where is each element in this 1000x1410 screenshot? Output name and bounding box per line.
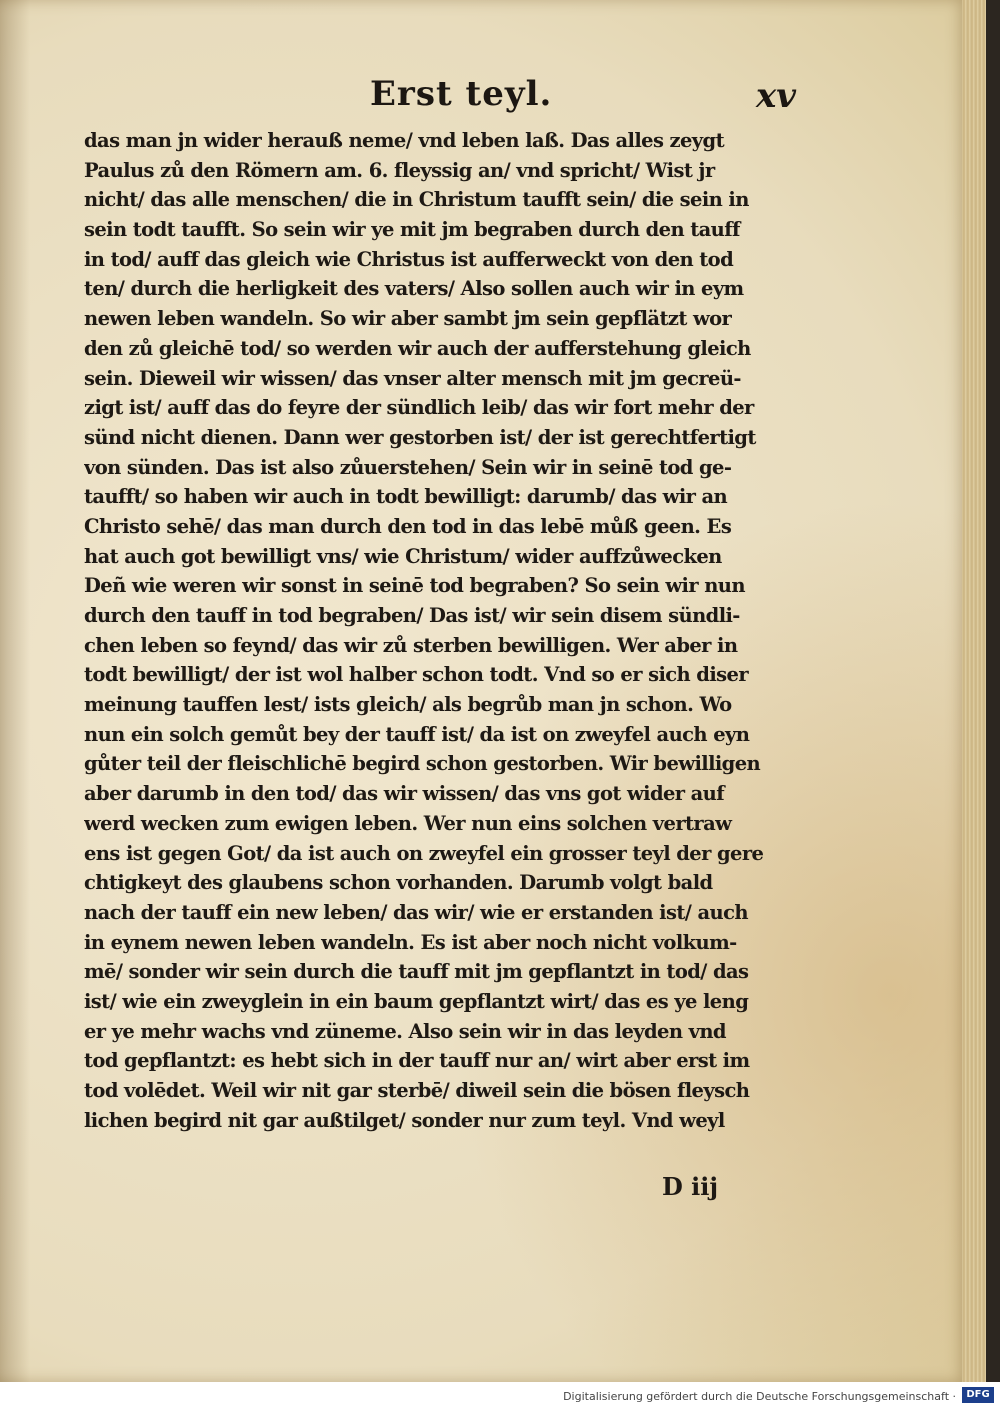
text-line: chtigkeyt des glaubens schon vorhanden. Darumb volgt bald bbox=[84, 871, 713, 895]
page-header bbox=[0, 74, 968, 124]
folio-number: xv bbox=[756, 76, 797, 116]
text-line: nicht/ das alle menschen/ die in Christum taufft sein/ die sein in bbox=[84, 188, 749, 212]
body-text bbox=[84, 126, 794, 1135]
text-line: hat auch got bewilligt vns/ wie Christum/ wider auffzůwecken bbox=[84, 544, 722, 568]
text-line: tod gepflantzt: es hebt sich in der tauff nur an/ wirt aber erst im bbox=[84, 1049, 750, 1073]
text-line: aber darumb in den tod/ das wir wissen/ das vns got wider auf bbox=[84, 782, 725, 806]
running-head: Erst teyl. bbox=[370, 74, 553, 114]
text-line: sünd nicht dienen. Dann wer gestorben ist/ der ist gerechtfertigt bbox=[84, 425, 756, 449]
spine-shadow bbox=[0, 0, 30, 1382]
text-line: chen leben so feynd/ das wir zů sterben bewilligen. Wer aber in bbox=[84, 633, 738, 657]
text-line: lichen begird nit gar außtilget/ sonder nur zum teyl. Vnd weyl bbox=[84, 1108, 725, 1132]
text-line: Paulus zů den Römern am. 6. fleyssig an/ vnd spricht/ Wist jr bbox=[84, 158, 715, 182]
text-line: in tod/ auff das gleich wie Christus ist aufferweckt von den tod bbox=[84, 247, 734, 271]
text-line: er ye mehr wachs vnd züneme. Also sein wir in das leyden vnd bbox=[84, 1019, 726, 1043]
text-line: sein. Dieweil wir wissen/ das vnser alter mensch mit jm gecreü- bbox=[84, 366, 741, 390]
text-line: tod volēdet. Weil wir nit gar sterbē/ diweil sein die bösen fleysch bbox=[84, 1079, 750, 1102]
dfg-logo: DFG bbox=[962, 1387, 994, 1403]
funding-credit: Digitalisierung gefördert durch die Deutsche Forschungsgemeinschaft · bbox=[563, 1390, 956, 1403]
text-line: von sünden. Das ist also zůuerstehen/ Sein wir in seinē tod ge- bbox=[84, 455, 732, 479]
text-line: nun ein solch gemůt bey der tauff ist/ da ist on zweyfel auch eyn bbox=[84, 722, 750, 746]
text-line: das man jn wider herauß neme/ vnd leben laß. Das alles zeygt bbox=[84, 129, 724, 152]
text-line: meinung tauffen lest/ ists gleich/ als begrůb man jn schon. Wo bbox=[84, 693, 732, 717]
text-line: gůter teil der fleischlichē begird schon gestorben. Wir bewilligen bbox=[84, 752, 761, 776]
text-line: newen leben wandeln. So wir aber sambt jm sein gepflätzt wor bbox=[84, 307, 732, 331]
text-line: todt bewilligt/ der ist wol halber schon todt. Vnd so er sich diser bbox=[84, 663, 748, 687]
text-line: ens ist gegen Got/ da ist auch on zweyfel ein grosser teyl der gere bbox=[84, 841, 764, 865]
text-line: werd wecken zum ewigen leben. Wer nun eins solchen vertraw bbox=[84, 811, 732, 835]
signature-mark: D iij bbox=[662, 1172, 719, 1201]
text-line: den zů gleichē tod/ so werden wir auch der aufferstehung gleich bbox=[84, 336, 751, 360]
text-line: zigt ist/ auff das do feyre der sündlich leib/ das wir fort mehr der bbox=[84, 396, 754, 420]
text-line: sein todt taufft. So sein wir ye mit jm begraben durch den tauff bbox=[84, 218, 740, 242]
text-line: Christo sehē/ das man durch den tod in das lebē můß geen. Es bbox=[84, 514, 732, 538]
text-line: taufft/ so haben wir auch in todt bewilligt: darumb/ das wir an bbox=[84, 485, 728, 509]
text-line: durch den tauff in tod begraben/ Das ist/ wir sein disem sündli- bbox=[84, 604, 740, 627]
text-line: ten/ durch die herligkeit des vaters/ Also sollen auch wir in eym bbox=[84, 277, 744, 301]
text-line: nach der tauff ein new leben/ das wir/ wie er erstanden ist/ auch bbox=[84, 900, 748, 924]
text-line: in eynem newen leben wandeln. Es ist aber noch nicht volkum- bbox=[84, 930, 737, 954]
text-line: mē/ sonder wir sein durch die tauff mit jm gepflantzt in tod/ das bbox=[84, 960, 749, 984]
text-line: ist/ wie ein zweyglein in ein baum gepflantzt wirt/ das es ye leng bbox=[84, 989, 749, 1013]
footer-bar bbox=[0, 1382, 1000, 1410]
text-line: Deñ wie weren wir sonst in seinē tod begraben? So sein wir nun bbox=[84, 574, 745, 598]
page-edge-stack bbox=[962, 0, 986, 1382]
